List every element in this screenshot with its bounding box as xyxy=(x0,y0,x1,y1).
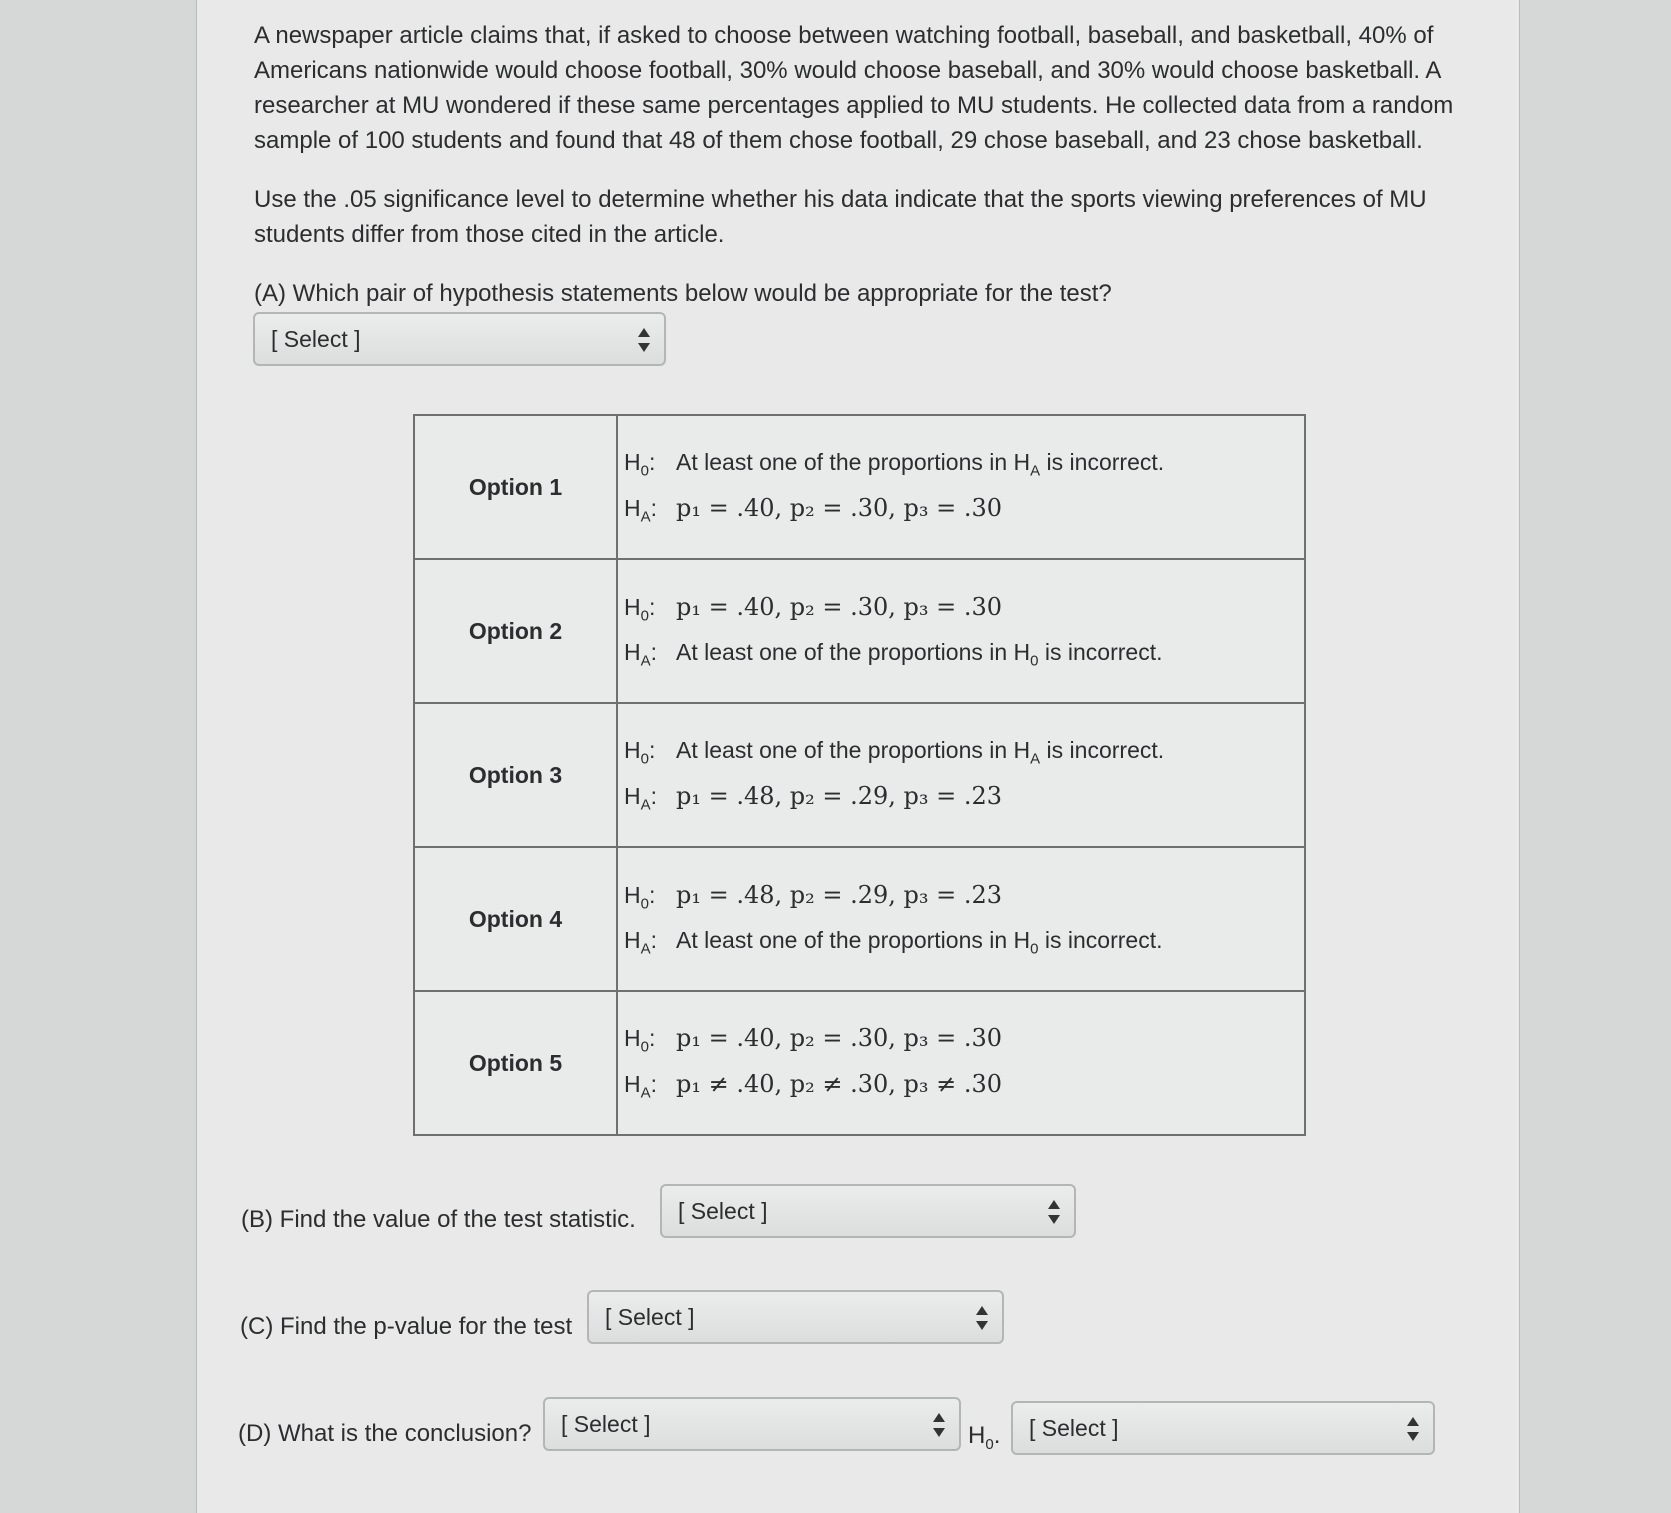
option-body: $H_0$: p₁ = .40, p₂ = .30, p₃ = .30 $H_A$: p₁ ≠ .40, p₂ ≠ .30, p₃ ≠ .30 xyxy=(617,991,1305,1135)
table-row xyxy=(414,991,1305,1135)
select-arrows-icon xyxy=(933,1413,945,1437)
select-arrows-icon xyxy=(1407,1417,1419,1441)
p-value-select[interactable] xyxy=(587,1290,1004,1344)
table-row xyxy=(414,415,1305,559)
select-arrows-icon xyxy=(976,1306,988,1330)
conclusion-select[interactable] xyxy=(543,1397,961,1451)
option-body: $H_0$: At least one of the proportions in $H_A$ is incorrect. $H_A$: p₁ = .40, p₂ = .30, p₃ = .30 xyxy=(617,415,1305,559)
problem-intro: A newspaper article claims that, if asked to choose between watching football, baseball, and basketball, 40% of Americans nationwide would choose football, 30% would choose baseball, and 30% would choose basketball. A researcher at MU wondered if these same percentages applied to MU students. He collected data from a random sample of 100 students and found that 48 of them chose football, 29 chose baseball, and 23 chose basketball. xyxy=(254,22,1454,154)
question-c: (C) Find the p-value for the test xyxy=(240,1313,573,1340)
hypothesis-select[interactable] xyxy=(253,312,666,366)
test-statistic-select-value: [ Select ] xyxy=(678,1198,768,1224)
question-a: (A) Which pair of hypothesis statements below would be appropriate for the test? xyxy=(254,280,1112,307)
option-label: Option 5 xyxy=(414,991,617,1135)
question-d: (D) What is the conclusion? xyxy=(238,1420,532,1447)
option-label: Option 3 xyxy=(414,703,617,847)
conclusion-select-value: [ Select ] xyxy=(561,1411,651,1437)
option-body: $H_0$: p₁ = .48, p₂ = .29, p₃ = .23 $H_A$: At least one of the proportions in $H_0$ is incorrect. xyxy=(617,847,1305,991)
problem-instruction: Use the .05 significance level to determine whether his data indicate that the sports viewing preferences of MU students differ from those cited in the article. xyxy=(254,186,1427,248)
question-b: (B) Find the value of the test statistic. xyxy=(241,1206,636,1233)
table-row xyxy=(414,559,1305,703)
h0-decision-select-value: [ Select ] xyxy=(1029,1415,1119,1441)
hypothesis-select-value: [ Select ] xyxy=(271,326,361,352)
option-body: $H_0$: p₁ = .40, p₂ = .30, p₃ = .30 $H_A$: At least one of the proportions in $H_0$ is incorrect. xyxy=(617,559,1305,703)
hypothesis-options-table xyxy=(413,414,1306,1136)
option-body: $H_0$: At least one of the proportions in $H_A$ is incorrect. $H_A$: p₁ = .48, p₂ = .29, p₃ = .23 xyxy=(617,703,1305,847)
table-row xyxy=(414,847,1305,991)
test-statistic-select[interactable] xyxy=(660,1184,1076,1238)
conclusion-h0-label: $H_0$. xyxy=(968,1422,1001,1453)
select-arrows-icon xyxy=(638,328,650,352)
option-label: Option 4 xyxy=(414,847,617,991)
select-arrows-icon xyxy=(1048,1200,1060,1224)
h0-decision-select[interactable] xyxy=(1011,1401,1435,1455)
p-value-select-value: [ Select ] xyxy=(605,1304,695,1330)
table-row xyxy=(414,703,1305,847)
option-label: Option 2 xyxy=(414,559,617,703)
option-label: Option 1 xyxy=(414,415,617,559)
